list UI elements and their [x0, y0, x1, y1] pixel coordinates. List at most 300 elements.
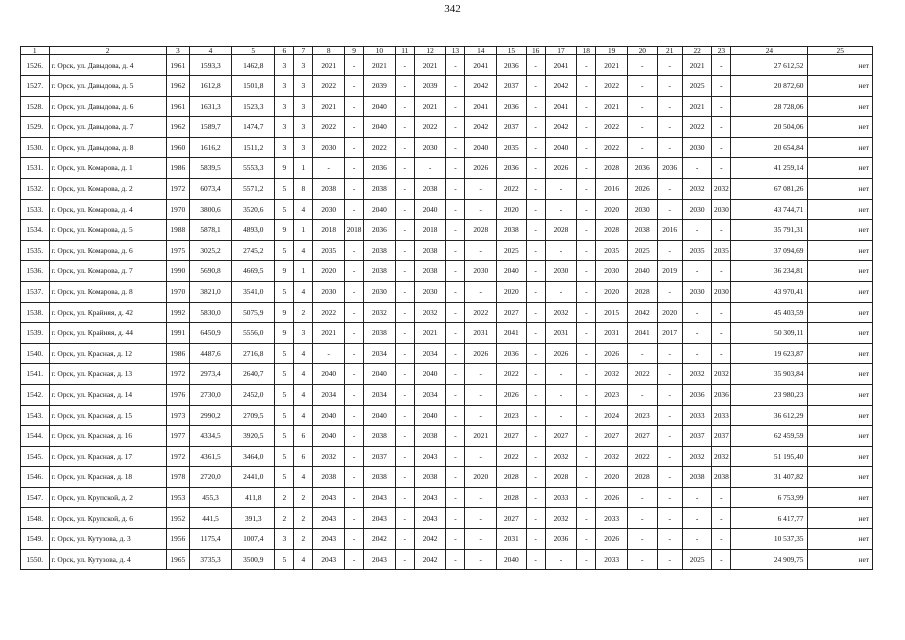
table-cell: нет	[808, 117, 873, 138]
table-cell: 3800,6	[189, 199, 231, 220]
table-cell: -	[414, 158, 446, 179]
table-cell: 1970	[166, 199, 189, 220]
table-cell: -	[526, 384, 545, 405]
table-cell: нет	[808, 467, 873, 488]
table-cell: -	[526, 529, 545, 550]
table-cell: нет	[808, 158, 873, 179]
table-cell: 4	[294, 549, 313, 570]
table-cell: г. Орск, ул. Давыдова, д. 4	[49, 55, 166, 76]
table-cell: 2018	[345, 220, 364, 241]
table-cell: 2	[275, 508, 294, 529]
table-cell: 6450,9	[189, 323, 231, 344]
table-cell: нет	[808, 240, 873, 261]
column-header-18: 18	[577, 47, 596, 55]
table-cell: -	[395, 426, 414, 447]
table-cell: 2038	[497, 220, 527, 241]
table-cell: 2040	[497, 549, 527, 570]
table-cell: 1961	[166, 96, 189, 117]
table-cell: -	[395, 158, 414, 179]
table-cell: 2022	[627, 446, 657, 467]
table-cell: 6	[294, 426, 313, 447]
table-cell: 3025,2	[189, 240, 231, 261]
table-row	[21, 487, 873, 508]
table-cell: 23 980,23	[731, 384, 808, 405]
table-cell: 2038	[682, 467, 712, 488]
column-header-22: 22	[682, 47, 712, 55]
table-cell: -	[446, 158, 465, 179]
table-row	[21, 281, 873, 302]
table-cell: -	[395, 529, 414, 550]
table-cell: 2032	[545, 508, 577, 529]
table-cell: -	[395, 364, 414, 385]
table-cell: -	[345, 529, 364, 550]
table-cell: -	[526, 508, 545, 529]
table-cell: -	[446, 508, 465, 529]
table-cell: 4	[294, 364, 313, 385]
table-cell: 4	[294, 405, 313, 426]
table-cell: 2030	[712, 281, 731, 302]
table-cell: 1	[294, 261, 313, 282]
table-cell: -	[395, 220, 414, 241]
table-cell: 2026	[465, 158, 497, 179]
column-header-25: 25	[808, 47, 873, 55]
column-header-15: 15	[497, 47, 527, 55]
table-cell: нет	[808, 178, 873, 199]
table-cell: 3	[275, 55, 294, 76]
table-cell: 6	[294, 446, 313, 467]
table-cell: -	[395, 137, 414, 158]
table-cell: 1	[294, 158, 313, 179]
table-cell: 3	[294, 96, 313, 117]
table-cell: 4	[294, 384, 313, 405]
table-cell: нет	[808, 261, 873, 282]
table-cell: 2043	[313, 487, 345, 508]
table-cell: 2043	[364, 549, 396, 570]
table-cell: 2042	[465, 117, 497, 138]
column-header-7: 7	[294, 47, 313, 55]
table-cell: 2026	[627, 178, 657, 199]
table-cell: 4669,5	[232, 261, 275, 282]
table-cell: 2022	[682, 117, 712, 138]
table-cell: 1952	[166, 508, 189, 529]
table-cell: 10 537,35	[731, 529, 808, 550]
table-cell: 2018	[313, 220, 345, 241]
table-cell: 62 459,59	[731, 426, 808, 447]
table-cell: 2021	[682, 55, 712, 76]
table-cell: 2038	[414, 240, 446, 261]
table-cell: нет	[808, 405, 873, 426]
table-cell: -	[345, 343, 364, 364]
table-cell: 2036	[682, 384, 712, 405]
table-cell: -	[526, 405, 545, 426]
table-row	[21, 549, 873, 570]
table-row	[21, 529, 873, 550]
column-header-2: 2	[49, 47, 166, 55]
table-cell: 1536.	[21, 261, 50, 282]
table-cell: нет	[808, 220, 873, 241]
table-cell: 2031	[465, 323, 497, 344]
table-cell: 2038	[313, 178, 345, 199]
table-cell: 2017	[657, 323, 682, 344]
table-cell: 2028	[545, 220, 577, 241]
table-cell: -	[446, 281, 465, 302]
table-cell: 2031	[497, 529, 527, 550]
table-cell: г. Орск, ул. Комарова, д. 7	[49, 261, 166, 282]
table-cell: 2037	[364, 446, 396, 467]
table-cell: 1986	[166, 343, 189, 364]
table-cell: -	[682, 261, 712, 282]
table-cell: 2040	[414, 405, 446, 426]
table-cell: -	[627, 137, 657, 158]
table-row	[21, 199, 873, 220]
table-cell: -	[345, 117, 364, 138]
table-cell: 2036	[545, 529, 577, 550]
table-cell: -	[395, 446, 414, 467]
table-cell: 2040	[313, 426, 345, 447]
table-cell: -	[313, 158, 345, 179]
table-cell: 1540.	[21, 343, 50, 364]
table-cell: -	[526, 467, 545, 488]
table-cell: 2640,7	[232, 364, 275, 385]
table-cell: 2030	[682, 137, 712, 158]
table-cell: -	[526, 343, 545, 364]
table-cell: -	[345, 76, 364, 97]
table-cell: -	[545, 281, 577, 302]
table-cell: -	[345, 405, 364, 426]
table-cell: -	[577, 220, 596, 241]
table-cell: -	[657, 76, 682, 97]
table-cell: 2	[275, 487, 294, 508]
table-cell: 1529.	[21, 117, 50, 138]
table-cell: 2022	[313, 302, 345, 323]
table-cell: г. Орск, ул. Комарова, д. 5	[49, 220, 166, 241]
table-cell: 2042	[414, 549, 446, 570]
table-cell: 1501,8	[232, 76, 275, 97]
table-cell: г. Орск, ул. Крайняя, д. 42	[49, 302, 166, 323]
table-cell: 1474,7	[232, 117, 275, 138]
table-cell: 9	[275, 302, 294, 323]
table-cell: 1962	[166, 117, 189, 138]
table-cell: 2030	[313, 281, 345, 302]
table-cell: 2027	[497, 302, 527, 323]
table-cell: 2021	[596, 96, 628, 117]
table-cell: 2021	[313, 96, 345, 117]
table-cell: 2027	[497, 508, 527, 529]
table-cell: 2028	[596, 158, 628, 179]
table-cell: 3	[294, 76, 313, 97]
table-cell: 2020	[497, 199, 527, 220]
table-cell: 2040	[364, 199, 396, 220]
table-cell: 43 970,41	[731, 281, 808, 302]
table-cell: 5878,1	[189, 220, 231, 241]
table-cell: -	[577, 529, 596, 550]
table-cell: -	[712, 261, 731, 282]
table-cell: -	[577, 487, 596, 508]
table-cell: 1550.	[21, 549, 50, 570]
table-cell: -	[446, 302, 465, 323]
table-cell: -	[577, 117, 596, 138]
table-cell: -	[446, 261, 465, 282]
table-cell: нет	[808, 137, 873, 158]
table-cell: 2026	[465, 343, 497, 364]
table-cell: -	[395, 549, 414, 570]
table-cell: 2032	[313, 446, 345, 467]
table-cell: 1549.	[21, 529, 50, 550]
table-cell: г. Орск, ул. Крайняя, д. 44	[49, 323, 166, 344]
table-cell: 4	[294, 199, 313, 220]
table-cell: 2033	[596, 508, 628, 529]
table-cell: -	[345, 55, 364, 76]
table-cell: нет	[808, 446, 873, 467]
table-cell: 5571,2	[232, 178, 275, 199]
table-cell: 51 195,40	[731, 446, 808, 467]
table-cell: 36 234,81	[731, 261, 808, 282]
table-cell: 2021	[465, 426, 497, 447]
table-cell: 3	[275, 529, 294, 550]
table-cell: 1530.	[21, 137, 50, 158]
table-cell: 2023	[627, 405, 657, 426]
table-cell: 2036	[712, 384, 731, 405]
table-cell: 2025	[682, 549, 712, 570]
column-header-23: 23	[712, 47, 731, 55]
table-cell: -	[395, 405, 414, 426]
table-cell: 1953	[166, 487, 189, 508]
table-cell: нет	[808, 323, 873, 344]
table-cell: -	[465, 281, 497, 302]
table-cell: -	[446, 178, 465, 199]
table-cell: -	[712, 487, 731, 508]
table-cell: 2036	[497, 343, 527, 364]
table-cell: 31 407,82	[731, 467, 808, 488]
table-cell: -	[526, 426, 545, 447]
table-cell: г. Орск, ул. Красная, д. 13	[49, 364, 166, 385]
table-cell: нет	[808, 343, 873, 364]
table-cell: 2032	[682, 446, 712, 467]
table-cell: -	[526, 96, 545, 117]
table-cell: 2040	[627, 261, 657, 282]
table-cell: 41 259,14	[731, 158, 808, 179]
table-cell: 1523,3	[232, 96, 275, 117]
table-cell: 1972	[166, 446, 189, 467]
table-cell: 2	[294, 302, 313, 323]
table-cell: 2042	[545, 117, 577, 138]
table-cell: 2041	[545, 96, 577, 117]
table-cell: -	[712, 137, 731, 158]
table-cell: 4361,5	[189, 446, 231, 467]
table-cell: 1972	[166, 178, 189, 199]
table-cell: 2022	[497, 446, 527, 467]
table-cell: 1631,3	[189, 96, 231, 117]
table-row	[21, 323, 873, 344]
table-cell: -	[395, 384, 414, 405]
table-cell: 2026	[545, 158, 577, 179]
table-cell: 2034	[364, 343, 396, 364]
table-cell: 2015	[596, 302, 628, 323]
table-cell: -	[526, 549, 545, 570]
table-cell: 2025	[627, 240, 657, 261]
table-cell: 2034	[364, 384, 396, 405]
column-header-10: 10	[364, 47, 396, 55]
table-cell: -	[345, 384, 364, 405]
table-cell: 2034	[414, 384, 446, 405]
table-cell: 3	[294, 323, 313, 344]
table-cell: г. Орск, ул. Комарова, д. 6	[49, 240, 166, 261]
table-cell: 19 623,87	[731, 343, 808, 364]
table-cell: -	[345, 446, 364, 467]
table-cell: 5	[275, 384, 294, 405]
table-cell: 5	[275, 549, 294, 570]
table-cell: 1532.	[21, 178, 50, 199]
table-cell: нет	[808, 508, 873, 529]
table-cell: 2036	[627, 158, 657, 179]
table-cell: 1545.	[21, 446, 50, 467]
table-cell: -	[395, 302, 414, 323]
table-cell: 2041	[465, 96, 497, 117]
table-cell: -	[657, 199, 682, 220]
table-cell: 67 081,26	[731, 178, 808, 199]
table-cell: 2027	[497, 426, 527, 447]
table-cell: нет	[808, 384, 873, 405]
table-cell: 2020	[497, 281, 527, 302]
table-cell: 1973	[166, 405, 189, 426]
table-cell: 2037	[712, 426, 731, 447]
table-cell: -	[712, 220, 731, 241]
table-cell: 1548.	[21, 508, 50, 529]
table-cell: -	[395, 76, 414, 97]
table-cell: -	[526, 76, 545, 97]
table-cell: 1616,2	[189, 137, 231, 158]
table-cell: 2032	[712, 178, 731, 199]
table-cell: г. Орск, ул. Комарова, д. 1	[49, 158, 166, 179]
table-cell: -	[345, 281, 364, 302]
table-cell: 2	[294, 508, 313, 529]
table-cell: -	[345, 508, 364, 529]
table-cell: 2041	[497, 323, 527, 344]
table-cell: -	[345, 199, 364, 220]
table-cell: 6 753,99	[731, 487, 808, 508]
table-cell: -	[345, 96, 364, 117]
table-cell: -	[345, 467, 364, 488]
table-cell: -	[682, 302, 712, 323]
table-cell: нет	[808, 76, 873, 97]
column-header-5: 5	[232, 47, 275, 55]
table-cell: 2036	[657, 158, 682, 179]
table-cell: 2720,0	[189, 467, 231, 488]
table-cell: -	[345, 240, 364, 261]
column-header-4: 4	[189, 47, 231, 55]
table-cell: 9	[275, 261, 294, 282]
table-cell: 2040	[364, 117, 396, 138]
table-cell: 5556,0	[232, 323, 275, 344]
table-cell: 6073,4	[189, 178, 231, 199]
table-cell: 2032	[364, 302, 396, 323]
table-cell: 2730,0	[189, 384, 231, 405]
table-cell: 1978	[166, 467, 189, 488]
table-cell: -	[395, 487, 414, 508]
table-cell: -	[712, 549, 731, 570]
table-cell: 1970	[166, 281, 189, 302]
table-cell: 2035	[313, 240, 345, 261]
table-cell: 1975	[166, 240, 189, 261]
table-cell: 2036	[364, 158, 396, 179]
table-cell: -	[712, 343, 731, 364]
table-cell: 3821,0	[189, 281, 231, 302]
table-cell: 2025	[497, 240, 527, 261]
table-cell: 2022	[627, 364, 657, 385]
table-cell: 1961	[166, 55, 189, 76]
table-cell: 2028	[497, 467, 527, 488]
table-cell: 2040	[497, 261, 527, 282]
table-cell: 1533.	[21, 199, 50, 220]
table-cell: 3	[294, 137, 313, 158]
table-row	[21, 508, 873, 529]
table-cell: 2021	[313, 323, 345, 344]
table-row	[21, 117, 873, 138]
table-cell: -	[577, 364, 596, 385]
table-cell: -	[712, 76, 731, 97]
table-cell: г. Орск, ул. Комарова, д. 8	[49, 281, 166, 302]
table-cell: 2033	[545, 487, 577, 508]
table-cell: -	[526, 240, 545, 261]
table-cell: -	[577, 405, 596, 426]
table-row	[21, 55, 873, 76]
table-cell: 2031	[545, 323, 577, 344]
table-cell: -	[345, 137, 364, 158]
table-cell: 2020	[596, 281, 628, 302]
table-cell: -	[577, 199, 596, 220]
table-cell: 2036	[497, 55, 527, 76]
table-cell: 1960	[166, 137, 189, 158]
table-cell: -	[465, 364, 497, 385]
table-cell: 1956	[166, 529, 189, 550]
table-cell: -	[526, 55, 545, 76]
table-cell: 1541.	[21, 364, 50, 385]
table-cell: -	[577, 76, 596, 97]
table-cell: г. Орск, ул. Комарова, д. 4	[49, 199, 166, 220]
table-cell: -	[345, 549, 364, 570]
table-cell: 2040	[313, 364, 345, 385]
table-cell: -	[395, 178, 414, 199]
table-cell: -	[465, 446, 497, 467]
table-cell: -	[577, 508, 596, 529]
table-cell: 391,3	[232, 508, 275, 529]
table-row	[21, 96, 873, 117]
table-cell: 2022	[596, 76, 628, 97]
table-cell: -	[577, 302, 596, 323]
table-cell: 2033	[596, 549, 628, 570]
table-cell: 2020	[465, 467, 497, 488]
table-cell: -	[657, 487, 682, 508]
table-cell: 1546.	[21, 467, 50, 488]
table-cell: 2035	[596, 240, 628, 261]
table-cell: 2028	[497, 487, 527, 508]
table-cell: 3	[294, 55, 313, 76]
table-cell: -	[657, 343, 682, 364]
table-cell: -	[446, 549, 465, 570]
table-cell: 2973,4	[189, 364, 231, 385]
table-cell: 1543.	[21, 405, 50, 426]
table-cell: 2041	[465, 55, 497, 76]
table-cell: -	[465, 199, 497, 220]
table-cell: 1537.	[21, 281, 50, 302]
table-cell: -	[446, 96, 465, 117]
table-cell: 3	[275, 117, 294, 138]
table-cell: 2022	[465, 302, 497, 323]
table-cell: -	[345, 261, 364, 282]
table-cell: 4	[294, 343, 313, 364]
table-cell: 2043	[313, 549, 345, 570]
table-cell: 2043	[313, 529, 345, 550]
